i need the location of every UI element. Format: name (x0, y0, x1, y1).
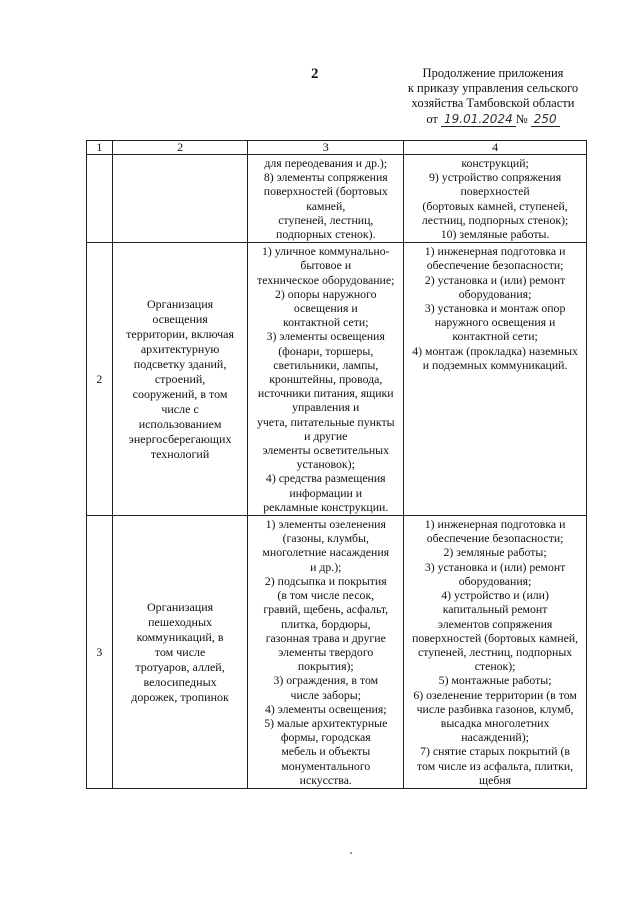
cell-line: 10) земляные работы. (440, 227, 550, 242)
row-number-cell (87, 155, 113, 243)
cell-line: установок); (296, 457, 355, 472)
cell-line: 6) озеленение территории (в том (413, 687, 577, 702)
cell-col3 (248, 155, 404, 243)
cell-line: освещения (152, 311, 208, 326)
cell-line: многолетние насаждения (262, 545, 390, 560)
cell-line: капитальный ремонт (442, 602, 548, 617)
cell-line: подпорных стенок). (276, 227, 376, 242)
cell-line: строений, (154, 371, 206, 386)
cell-line: 4) устройство и (или) (441, 588, 549, 603)
cell-line: технологий (150, 446, 210, 461)
cell-line: архитектурную (140, 341, 220, 356)
cell-line: 4) элементы освещения; (264, 701, 387, 716)
scan-dot (350, 852, 352, 854)
cell-line: поверхностей (бортовых (263, 184, 388, 199)
cell-line: мебель и объекты (281, 744, 371, 759)
cell-line: оборудования; (458, 286, 532, 301)
cell-line: числе заборы; (290, 687, 361, 702)
header-line-3: хозяйства Тамбовской области (411, 96, 575, 110)
header-cell-4: 4 (404, 141, 587, 155)
cell-line: управления и (292, 400, 360, 415)
cell-line: том числе из асфальта, плитки, (417, 758, 574, 773)
cell-line: (фонари, торшеры, (278, 343, 374, 358)
cell-line: элементов сопряжения (437, 616, 553, 631)
cell-line: освещения и (293, 301, 358, 316)
cell-line: наружного освещения и (434, 315, 556, 330)
cell-line: и др.); (310, 559, 342, 574)
cell-line: территории, включая (126, 326, 234, 341)
document-header (386, 66, 600, 127)
cell-line: 7) снятие старых покрытий (в (420, 744, 570, 759)
cell-line: 4) средства размещения (265, 471, 386, 486)
cell-line: 9) устройство сопряжения (429, 170, 562, 185)
cell-line: искусства. (299, 772, 352, 787)
cell-line: 3) ограждения, в том (273, 673, 379, 688)
cell-line: поверхностей (бортовых камней, (412, 630, 579, 645)
header-line-1: Продолжение приложения (422, 66, 564, 80)
row-number-cell: 2 (87, 243, 113, 516)
date-value: 19.01.2024 (441, 112, 516, 127)
cell-line: 3) элементы освещения (266, 329, 385, 344)
cell-line: дорожек, тропинок (131, 689, 229, 704)
cell-line: числе разбивка газонов, клумб, (416, 701, 574, 716)
header-cell-2: 2 (112, 141, 248, 155)
cell-line: рекламные конструкции. (263, 499, 389, 514)
cell-line: оборудования; (458, 573, 532, 588)
cell-line: гравий, щебень, асфальт, (263, 602, 389, 617)
cell-line: светильники, лампы, (273, 357, 379, 372)
cell-line: 5) монтажные работы; (438, 673, 552, 688)
cell-line: том числе (154, 644, 206, 659)
cell-name (112, 155, 248, 243)
cell-line: (в том числе песок, (277, 588, 375, 603)
cell-line: 3) установка и (или) ремонт (424, 559, 566, 574)
cell-line: источники питания, ящики (257, 386, 394, 401)
header-cell-3: 3 (248, 141, 404, 155)
cell-line: элементы осветительных (262, 443, 389, 458)
cell-line: 1) инженерная подготовка и (424, 244, 566, 259)
cell-line: велосипедных (143, 674, 217, 689)
cell-line: покрытия); (297, 659, 354, 674)
cell-line: лестниц, подпорных стенок); (421, 212, 569, 227)
cell-line: 3) установка и монтаж опор (424, 301, 566, 316)
cell-line: 2) подсыпка и покрытия (264, 573, 387, 588)
cell-line: плитка, бордюры, (280, 616, 371, 631)
cell-line: конструкций; (461, 156, 529, 170)
works-table (86, 140, 587, 789)
number-prefix: № (515, 112, 528, 126)
cell-line: Организация (146, 296, 214, 311)
cell-line: обеспечение безопасности; (426, 531, 564, 546)
cell-line: щебня (479, 772, 512, 787)
cell-line: 5) малые архитектурные (264, 715, 388, 730)
table-row (87, 155, 587, 243)
cell-line: сооружений, в том (132, 386, 228, 401)
cell-line: и подземных коммуникаций. (422, 357, 568, 372)
cell-line: тротуаров, аллей, (135, 659, 225, 674)
cell-line: 2) опоры наружного (275, 286, 377, 301)
header-line-2: к приказу управления сельского (407, 81, 579, 95)
table-header-row (87, 141, 587, 155)
cell-line: стенок); (474, 659, 516, 674)
cell-line: ступеней, лестниц, подпорных (417, 644, 573, 659)
cell-line: энергосберегающих (128, 431, 232, 446)
page-number: 2 (311, 66, 319, 82)
cell-line: 1) инженерная подготовка и (424, 517, 566, 532)
cell-line: (газоны, клумбы, (282, 531, 369, 546)
cell-line: поверхностей (460, 184, 530, 199)
cell-line: числе с (161, 401, 199, 416)
cell-col4 (404, 155, 587, 243)
cell-line: бытовое и (300, 258, 352, 273)
cell-line: использованием (138, 416, 222, 431)
cell-line: 4) монтаж (прокладка) наземных (412, 343, 578, 358)
cell-col3 (248, 243, 404, 516)
header-cell-1: 1 (87, 141, 113, 155)
cell-col4 (404, 516, 587, 789)
cell-line: пешеходных (148, 614, 213, 629)
cell-line: газонная трава и другие (265, 630, 386, 645)
cell-line: 8) элементы сопряжения (263, 170, 388, 185)
cell-line: Организация (146, 599, 214, 614)
cell-line: и другие (304, 428, 348, 443)
cell-line: элементы твердого (278, 644, 374, 659)
cell-line: 1) уличное коммунально- (262, 244, 390, 259)
cell-line: 1) элементы озеленения (265, 517, 386, 532)
cell-line: учета, питательные пункты (256, 414, 395, 429)
cell-line: коммуникаций, в (136, 629, 224, 644)
cell-line: контактной сети; (283, 315, 369, 330)
cell-line: техническое оборудование; (257, 272, 395, 287)
cell-col4 (404, 243, 587, 516)
cell-line: обеспечение безопасности; (426, 258, 564, 273)
cell-line: для переодевания и др.); (264, 156, 388, 170)
cell-line: формы, городская (280, 730, 371, 745)
cell-col3 (248, 516, 404, 789)
table-row (87, 516, 587, 789)
cell-line: подсветку зданий, (133, 356, 227, 371)
cell-line: информации и (289, 485, 363, 500)
header-dateline (386, 112, 600, 127)
cell-name (112, 516, 248, 789)
cell-line: кронштейны, провода, (269, 372, 383, 387)
cell-line: монументального (281, 758, 371, 773)
cell-line: 2) установка и (или) ремонт (424, 272, 566, 287)
number-value: 250 (531, 112, 560, 127)
cell-line: контактной сети; (452, 329, 538, 344)
row-number-cell: 3 (87, 516, 113, 789)
table-row (87, 243, 587, 516)
date-prefix: от (426, 112, 438, 126)
cell-line: высадка многолетних (440, 715, 550, 730)
cell-line: насаждений); (461, 730, 529, 745)
cell-line: 2) земляные работы; (443, 545, 547, 560)
cell-line: (бортовых камней, ступеней, (422, 198, 568, 213)
cell-line: ступеней, лестниц, (278, 212, 374, 227)
cell-name (112, 243, 248, 516)
cell-line: камней, (306, 198, 346, 213)
